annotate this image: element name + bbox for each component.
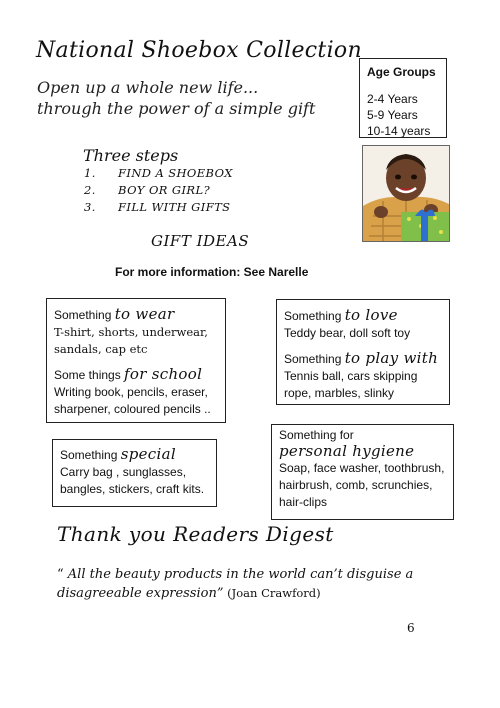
box-heading: for school <box>124 365 203 383</box>
child-with-gift-photo <box>362 145 450 242</box>
gift-box-wear-school <box>46 298 226 423</box>
quote <box>57 566 477 603</box>
gift-box-special <box>52 439 217 507</box>
box-heading: personal hygiene <box>279 442 415 460</box>
step-text: BOY OR GIRL? <box>118 183 211 197</box>
quote-attribution: (Joan Crawford) <box>223 586 321 600</box>
age-group-item: 10-14 years <box>367 124 431 138</box>
more-info-text: For more information: See Narelle <box>115 265 309 279</box>
steps-title: Three steps <box>83 146 179 165</box>
step-text: FIND A SHOEBOX <box>118 166 233 180</box>
box-text: Teddy bear, doll soft toy <box>284 326 411 340</box>
step-item <box>84 166 233 180</box>
page-number: 6 <box>407 621 415 635</box>
step-number: 1. <box>84 166 96 180</box>
box-prefix: Something <box>60 448 121 462</box>
step-item <box>84 200 230 214</box>
step-text: FILL WITH GIFTS <box>118 200 231 214</box>
quote-open-mark: “ <box>57 567 64 582</box>
box-text: Writing book, pencils, eraser, sharpener, coloured pencils .. <box>54 385 211 416</box>
quote-text: All the beauty products in the world can’t disguise a disagreeable expression” <box>57 567 414 601</box>
gift-box-hygiene <box>271 424 454 520</box>
box-prefix: Something <box>284 352 345 366</box>
step-number: 3. <box>84 200 96 214</box>
box-text: Soap, face washer, toothbrush, hairbrush, comb, scrunchies, hair-clips <box>279 461 445 509</box>
box-prefix: Something <box>54 308 115 322</box>
box-prefix: Something <box>284 309 345 323</box>
age-groups-title: Age Groups <box>367 65 436 79</box>
tagline-line-1: Open up a whole new life... <box>37 78 259 97</box>
box-heading: to play with <box>344 349 439 367</box>
tagline-line-2: through the power of a simple gift <box>37 99 316 118</box>
box-text: Tennis ball, cars skipping rope, marbles, slinky <box>284 369 418 400</box>
gift-box-love-play <box>276 299 450 405</box>
box-text: Carry bag , sunglasses, bangles, stickers, craft kits. <box>60 465 205 496</box>
box-prefix: Something for <box>279 428 354 442</box>
age-group-item: 2-4 Years <box>367 92 418 106</box>
box-text: T-shirt, shorts, underwear, sandals, cap etc <box>54 325 208 356</box>
age-group-item: 5-9 Years <box>367 108 418 122</box>
step-item <box>84 183 210 197</box>
box-heading: to wear <box>114 305 175 323</box>
age-groups-box <box>359 58 447 138</box>
box-heading: to love <box>344 306 398 324</box>
thanks-heading: Thank you Readers Digest <box>57 522 334 546</box>
step-number: 2. <box>84 183 96 197</box>
box-heading: special <box>120 445 176 463</box>
page-title: National Shoebox Collection <box>36 38 362 63</box>
box-prefix: Some things <box>54 368 125 382</box>
gift-ideas-heading: GIFT IDEAS <box>151 232 250 250</box>
